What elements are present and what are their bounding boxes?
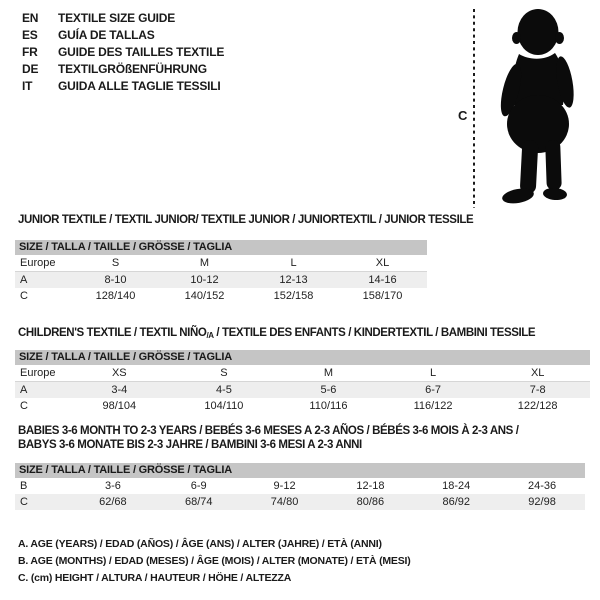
column-header: L [290, 257, 297, 269]
cell-value: 140/152 [184, 290, 225, 302]
footnote-a: A. AGE (YEARS) / EDAD (AÑOS) / ÂGE (ANS) / ALTER (JAHRE) / ETÀ (ANNI) [18, 538, 382, 550]
column-header: M [323, 367, 334, 379]
baby-silhouette-icon [450, 6, 598, 211]
cell-value: 86/92 [442, 496, 470, 508]
cell-value: 92/98 [528, 496, 556, 508]
cell-value: 9-12 [273, 480, 296, 492]
cell-value: 68/74 [184, 496, 213, 508]
cell-value: 4-5 [215, 384, 232, 396]
table-row [15, 494, 585, 510]
table-babies-title-line2: BABYS 3-6 MONATE BIS 2-3 JAHRE / BAMBINI 3-6 MESI A 2-3 ANNI [18, 439, 362, 451]
language-row-en [22, 10, 224, 27]
cell-value: 122/128 [517, 400, 558, 412]
cell-value: 12-18 [356, 480, 385, 492]
region-label: Europe [20, 367, 56, 379]
cell-value: 110/116 [309, 400, 348, 412]
language-row-de [22, 61, 224, 78]
language-row-it [22, 78, 224, 95]
table-children-title [15, 327, 590, 342]
cell-value: 18-24 [442, 480, 471, 492]
cell-value: 104/110 [204, 400, 244, 412]
cell-value: 5-6 [320, 384, 337, 396]
size-header-band: SIZE / TALLA / TAILLE / GRÖSSE / TAGLIA [15, 463, 585, 478]
cell-value: 74/80 [270, 496, 299, 508]
language-code: IT [22, 79, 33, 93]
row-label: B [20, 480, 28, 492]
language-row-fr [22, 44, 224, 61]
language-row-es [22, 27, 224, 44]
cell-value: 152/158 [273, 290, 314, 302]
table-junior-title: JUNIOR TEXTILE / TEXTIL JUNIOR/ TEXTILE JUNIOR / JUNIORTEXTIL / JUNIOR TESSILE [18, 214, 474, 226]
language-list [22, 10, 224, 95]
language-code: EN [22, 11, 39, 25]
table-row [15, 288, 427, 304]
footnote-c: C. (cm) HEIGHT / ALTURA / HAUTEUR / HÖHE / ALTEZZA [18, 572, 292, 584]
table-babies [15, 424, 585, 510]
column-header: L [430, 367, 437, 379]
language-title: GUIDE DES TAILLES TEXTILE [58, 45, 225, 59]
row-label: C [20, 400, 28, 412]
table-children-title-suffix: / TEXTILE DES ENFANTS / KINDERTEXTIL / BAMBINI TESSILE [213, 327, 536, 339]
table-junior [15, 214, 474, 304]
table-babies-title-line1: BABIES 3-6 MONTH TO 2-3 YEARS / BEBÉS 3-6 MESES A 2-3 AÑOS / BÉBÉS 3-6 MOIS À 2-3 ANS / [18, 425, 519, 437]
cell-value: 158/170 [362, 290, 403, 302]
cell-value: 128/140 [95, 290, 136, 302]
row-label: C [20, 290, 28, 302]
row-label: C [20, 496, 28, 508]
column-header: XS [111, 367, 127, 379]
language-code: DE [22, 62, 39, 76]
table-children [15, 327, 590, 414]
table-children-title-subscript: /A [206, 331, 214, 340]
cell-value: 98/104 [102, 400, 137, 412]
language-title: TEXTILE SIZE GUIDE [58, 11, 176, 25]
column-header: XL [375, 257, 390, 269]
column-header: S [111, 257, 120, 269]
cell-value: 14-16 [368, 274, 397, 286]
table-children-title-prefix: CHILDREN'S TEXTILE / TEXTIL NIÑO [18, 327, 207, 339]
language-title: GUÍA DE TALLAS [58, 28, 155, 42]
cell-value: 8-10 [104, 274, 127, 286]
columns-row [15, 255, 427, 272]
column-header: S [220, 367, 228, 379]
columns-row [15, 365, 590, 382]
table-row [15, 478, 585, 494]
cell-value: 6-9 [190, 480, 207, 492]
cell-value: 6-7 [425, 384, 442, 396]
column-header: M [199, 257, 210, 269]
cell-value: 3-6 [104, 480, 121, 492]
cell-value: 24-36 [527, 480, 557, 492]
cell-value: 7-8 [529, 384, 546, 396]
cell-value: 3-4 [111, 384, 128, 396]
footnote-b: B. AGE (MONTHS) / EDAD (MESES) / ÂGE (MOIS) / ALTER (MONATE) / ETÀ (MESI) [18, 555, 411, 567]
language-code: FR [22, 45, 38, 59]
language-code: ES [22, 28, 38, 42]
language-title: GUIDA ALLE TAGLIE TESSILI [58, 79, 221, 93]
table-row [15, 382, 590, 398]
cell-value: 116/122 [413, 400, 453, 412]
region-label: Europe [20, 257, 56, 269]
size-header-band: SIZE / TALLA / TAILLE / GRÖSSE / TAGLIA [15, 350, 590, 365]
cell-value: 62/68 [99, 496, 127, 508]
table-row [15, 272, 427, 288]
cell-value: 10-12 [190, 274, 219, 286]
cell-value: 12-13 [279, 274, 308, 286]
column-header: XL [530, 367, 545, 379]
row-label: A [20, 274, 28, 286]
size-header-band: SIZE / TALLA / TAILLE / GRÖSSE / TAGLIA [15, 240, 427, 255]
cell-value: 80/86 [356, 496, 385, 508]
baby-figure [450, 6, 598, 211]
table-row [15, 398, 590, 414]
language-title: TEXTILGRÖßENFÜHRUNG [58, 62, 207, 76]
row-label: A [20, 384, 28, 396]
height-measure-label: C [458, 108, 468, 123]
footnotes [18, 536, 411, 587]
